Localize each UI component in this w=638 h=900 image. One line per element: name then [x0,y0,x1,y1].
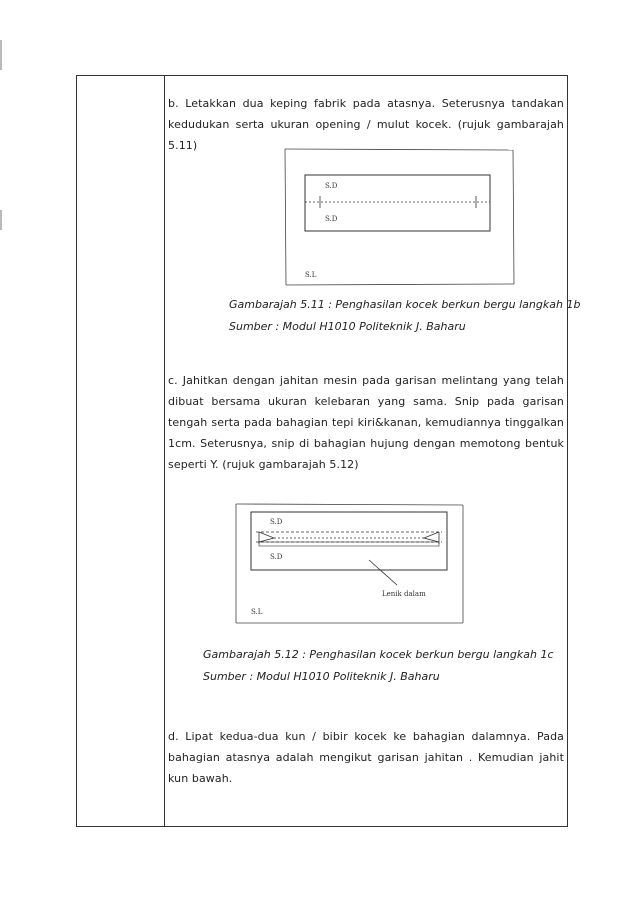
document-table [76,75,581,827]
fig512-label-top: S.D [270,518,283,526]
pointer-line [369,560,397,585]
fig512-label-corner: S.L [251,608,263,616]
figure-5-11-caption: Gambarajah 5.11 : Penghasilan kocek berkun bergu langkah 1b [229,298,581,311]
fig511-label-bottom: S.D [325,215,338,223]
fig512-label-pointer: Lenik dalam [382,590,426,598]
fig512-label-bottom: S.D [270,553,283,561]
scan-edge-mark [0,210,2,230]
section-d-text: d. Lipat kedua-dua kun / bibir kocek ke bahagian dalamnya. Pada bahagian atasnya adalah mengikut garisan jahitan . Kemudian jahit kun bawah. [168,730,564,785]
column-divider [164,76,165,826]
figure-5-11-source: Sumber : Modul H1010 Politeknik J. Baharu [229,320,466,333]
figure-5-12-source: Sumber : Modul H1010 Politeknik J. Baharu [203,670,440,683]
scan-edge-mark [0,40,2,70]
figure-5-12 [234,502,469,627]
fig511-label-corner: S.L [305,271,317,279]
figure-5-11 [283,148,523,288]
section-b-text: b. Letakkan dua keping fabrik pada atasnya. Seterusnya tandakan kedudukan serta ukuran opening / mulut kocek. (rujuk gambarajah 5.11) [168,97,564,152]
figure-5-12-caption: Gambarajah 5.12 : Penghasilan kocek berkun bergu langkah 1c [203,648,554,661]
fig511-label-top: S.D [325,182,338,190]
section-c-text: c. Jahitkan dengan jahitan mesin pada garisan melintang yang telah dibuat bersama ukuran kelebaran yang sama. Snip pada garisan tengah serta pada bahagian tepi kiri&kanan, kemudiannya tinggalkan 1cm. Seterusnya, snip di bahagian hujung dengan memotong bentuk seperti Y. (rujuk gambarajah 5.12) [168,374,564,471]
